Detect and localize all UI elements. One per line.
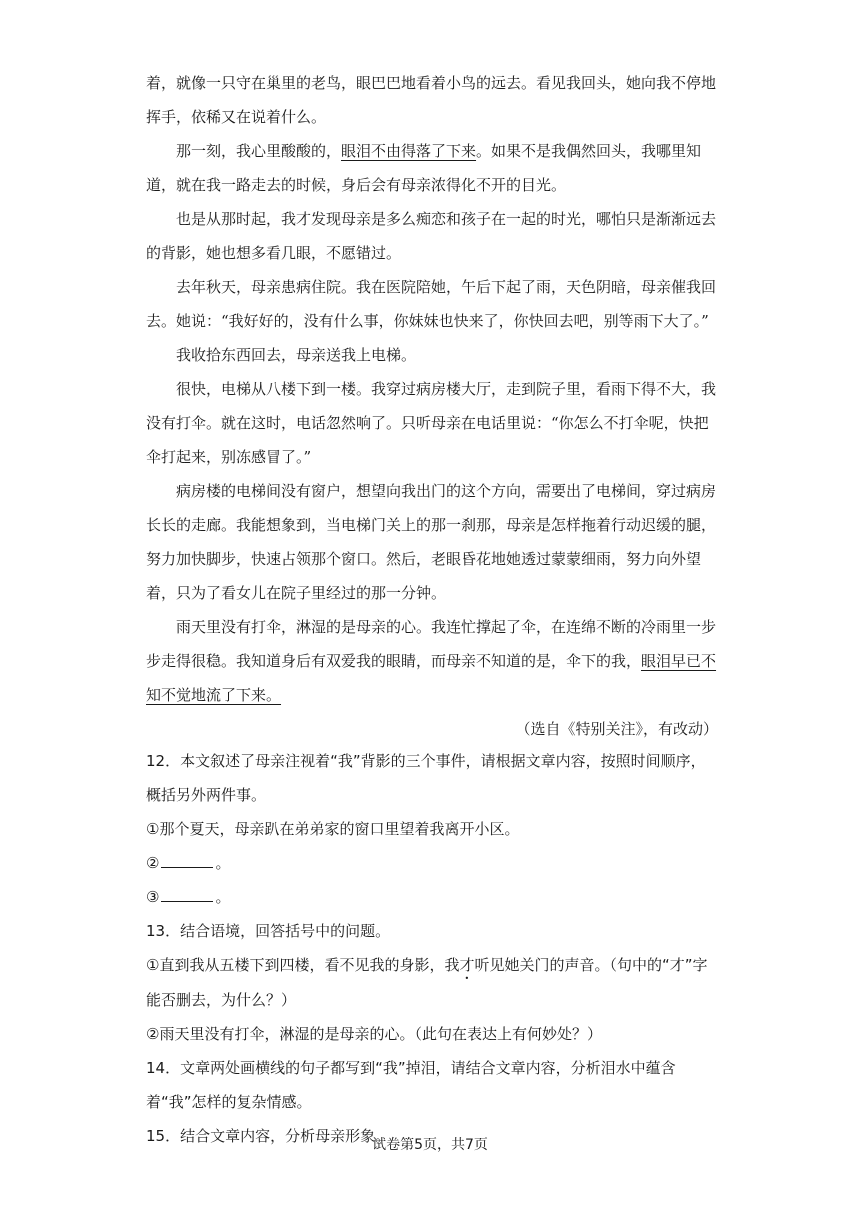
answer-blank-3[interactable]	[161, 887, 213, 902]
passage	[146, 66, 718, 746]
page-footer: 试卷第5页，共7页	[372, 1137, 488, 1153]
q13-1-text-a: ①直到我从五楼下到四楼，看不见我的身影，我	[146, 956, 460, 974]
paragraph-1: 着，就像一只守在巢里的老鸟，眼巴巴地看着小鸟的远去。看见我回头，她向我不停地挥手，依稀又在说着什么。	[146, 74, 717, 126]
paragraph-7: 病房楼的电梯间没有窗户，想望向我出门的这个方向，需要出了电梯间，穿过病房长长的走廊。我能想象到，当电梯门关上的那一刹那，母亲是怎样拖着行动迟缓的腿，努力加快脚步，快速占领那个窗口。然后，老眼昏花地她透过蒙蒙细雨，努力向外望着，只为了看女儿在院子里经过的那一分钟。	[146, 482, 717, 602]
item-3-end: 。	[215, 888, 231, 906]
question-14: 14．文章两处画横线的句子都写到“我”掉泪，请结合文章内容，分析泪水中蕴含着“我”怎样的复杂情感。	[146, 1059, 676, 1111]
question-15: 15．结合文章内容，分析母亲形象。	[146, 1127, 391, 1145]
paragraph-2-text-a: 那一刻，我心里酸酸的，	[176, 142, 342, 160]
questions	[146, 744, 718, 1153]
paragraph-8	[146, 610, 718, 712]
question-13-item-2: ②雨天里没有打伞，淋湿的是母亲的心。（此句在表达上有何妙处？）	[146, 1025, 602, 1043]
source-citation: （选自《特别关注》，有改动）	[515, 720, 718, 738]
underlined-sentence-2: 眼泪早已不知不觉地流了下来。	[146, 652, 717, 704]
underlined-sentence-1: 眼泪不由得落了下来	[341, 142, 477, 160]
paragraph-6: 很快，电梯从八楼下到一楼。我穿过病房楼大厅，走到院子里，看雨下得不大，我没有打伞。就在这时，电话忽然响了。只听母亲在电话里说：“你怎么不打伞呢，快把伞打起来，别冻感冒了。”	[146, 380, 717, 466]
paragraph-4: 去年秋天，母亲患病住院。我在医院陪她，午后下起了雨，天色阴暗，母亲催我回去。她说：“我好好的，没有什么事，你妹妹也快来了，你快回去吧，别等雨下大了。”	[146, 278, 717, 330]
paragraph-3: 也是从那时起，我才发现母亲是多么痴恋和孩子在一起的时光，哪怕只是渐渐远去的背影，她也想多看几眼，不愿错过。	[146, 210, 717, 262]
question-13-item-1	[146, 948, 718, 1017]
question-12-item-2	[146, 846, 718, 880]
question-12-item-1: ①那个夏天，母亲趴在弟弟家的窗口里望着我离开小区。	[146, 820, 520, 838]
emphasized-char: 才	[459, 956, 475, 974]
paragraph-8-text: 雨天里没有打伞，淋湿的是母亲的心。我连忙撑起了伞，在连绵不断的冷雨里一步步走得很稳。我知道身后有双爱我的眼睛，而母亲不知道的是，伞下的我，	[146, 618, 717, 670]
paragraph-2	[146, 134, 718, 202]
item-2-marker: ②	[146, 854, 160, 872]
question-12-item-3	[146, 880, 718, 914]
item-3-marker: ③	[146, 888, 160, 906]
answer-blank-2[interactable]	[161, 853, 213, 868]
item-2-end: 。	[215, 854, 231, 872]
question-12: 12．本文叙述了母亲注视着“我”背影的三个事件，请根据文章内容，按照时间顺序，概括另外两件事。	[146, 752, 706, 804]
q13-1-text-b: 听见她关门的声音。（句中的“才”字能否删去，为什么？）	[146, 956, 708, 1009]
paragraph-5: 我收拾东西回去，母亲送我上电梯。	[176, 346, 417, 364]
paragraph-2-text-b: 。如果不是我偶然回头，我哪里知道，就在我一路走去的时候，身后会有母亲浓得化不开的目光。	[146, 142, 702, 194]
question-13: 13．结合语境，回答括号中的问题。	[146, 922, 391, 940]
